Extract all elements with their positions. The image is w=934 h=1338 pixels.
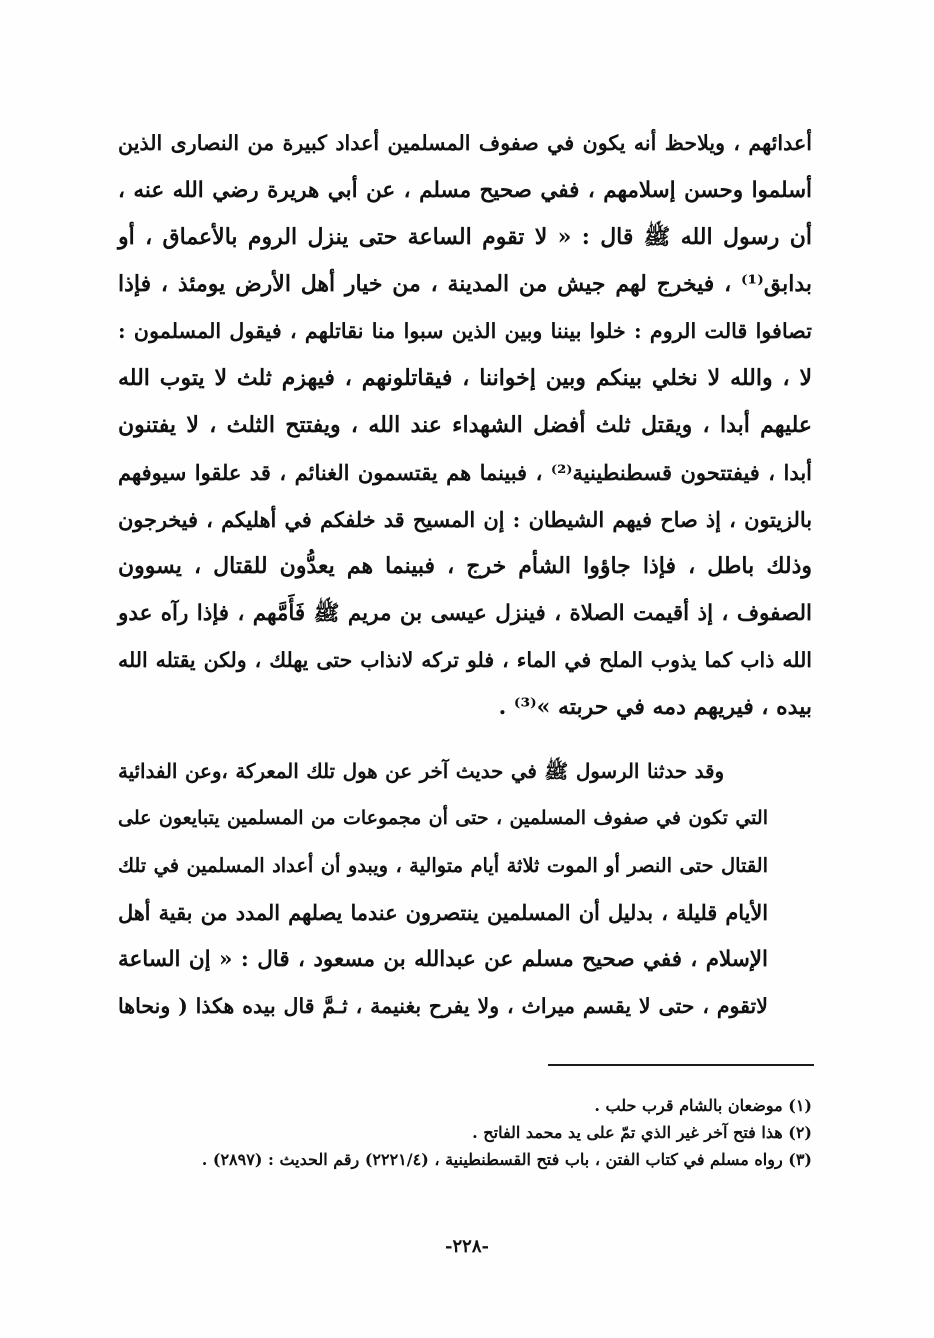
- text-line: عليهم أبدا ، ويقتل ثلث أفضل الشهداء عند الله ، ويفتتح الثلث ، لا يفتنون: [118, 412, 812, 438]
- text-line: أبدا ، فيفتتحون قسطنطينية⁽²⁾ ، فبينما هم يقتسمون الغنائم ، قد علقوا سيوفهم: [118, 460, 812, 485]
- text-line: بدابق⁽¹⁾ ، فيخرج لهم جيش من المدينة ، من خيار أهل الأرض يومئذ ، فإذا: [118, 271, 812, 297]
- text-line: أعدائهم ، ويلاحظ أنه يكون في صفوف المسلمين أعداد كبيرة من النصارى الذين: [118, 131, 812, 155]
- text-line: الأيام قليلة ، بدليل أن المسلمين ينتصرون عندما يصلهم المدد من بقية أهل: [118, 900, 768, 925]
- text-line: تصافوا قالت الروم : خلوا بيننا وبين الذين سبوا منا نقاتلهم ، فيقول المسلمون :: [118, 319, 812, 343]
- paragraph-1: [118, 120, 812, 731]
- text-line: لا ، والله لا نخلي بينكم وبين إخواننا ، فيقاتلونهم ، فيهزم ثلث لا يتوب الله: [118, 365, 812, 391]
- text-line: بالزيتون ، إذ صاح فيهم الشيطان : إن المسيح قد خلفكم في أهليكم ، فيخرجون: [118, 507, 812, 532]
- text-line: القتال حتى النصر أو الموت ثلاثة أيام متوالية ، ويبدو أن أعداد المسلمين في تلك: [118, 854, 768, 877]
- footnote-1: (١) موضعان بالشام قرب حلب .: [594, 1096, 812, 1115]
- footnote-separator: [548, 1064, 814, 1066]
- text-line: أن رسول الله ﷺ قال : « لا تقوم الساعة حتى ينزل الروم بالأعماق ، أو: [118, 224, 812, 250]
- page-number: -٢٢٨-: [445, 1236, 489, 1257]
- text-line: وذلك باطل ، فإذا جاؤوا الشأم خرج ، فبينما هم يعدُّون للقتال ، يسوون: [118, 553, 812, 579]
- text-line: وقد حدثنا الرسول ﷺ في حديث آخر عن هول تلك المعركة ،وعن الفدائية: [118, 759, 724, 783]
- text-line: التي تكون في صفوف المسلمين ، حتى أن مجموعات من المسلمين يتبايعون على: [118, 807, 768, 829]
- text-line: أسلموا وحسن إسلامهم ، ففي صحيح مسلم ، عن أبي هريرة رضي الله عنه ،: [118, 178, 812, 203]
- text-line: بيده ، فيريهم دمه في حربته »⁽³⁾ .: [498, 694, 812, 720]
- text-line: لاتقوم ، حتى لا يقسم ميراث ، ولا يفرح بغنيمة ، ثـمَّ قال بيده هكذا ( ونحاها: [118, 994, 768, 1018]
- text-line: الإسلام ، ففي صحيح مسلم عن عبدالله بن مسعود ، قال : « إن الساعة: [118, 947, 768, 972]
- footnotes: [140, 1092, 812, 1173]
- text-line: الله ذاب كما يذوب الملح في الماء ، فلو تركه لانذاب حتى يهلك ، ولكن يقتله الله: [118, 648, 812, 672]
- text-line: الصفوف ، إذ أقيمت الصلاة ، فينزل عيسى بن مريم ﷺ فَأَمَّهم ، فإذا رآه عدو: [118, 601, 812, 626]
- paragraph-2: [118, 748, 812, 1030]
- footnote-2: (٢) هذا فتح آخر غير الذي تمّ على يد محمد الفاتح .: [472, 1123, 812, 1142]
- footnote-3: (٣) رواه مسلم في كتاب الفتن ، باب فتح القسطنطينية ، (٢٢٢١/٤) رقم الحديث : (٢٨٩٧) .: [201, 1150, 812, 1169]
